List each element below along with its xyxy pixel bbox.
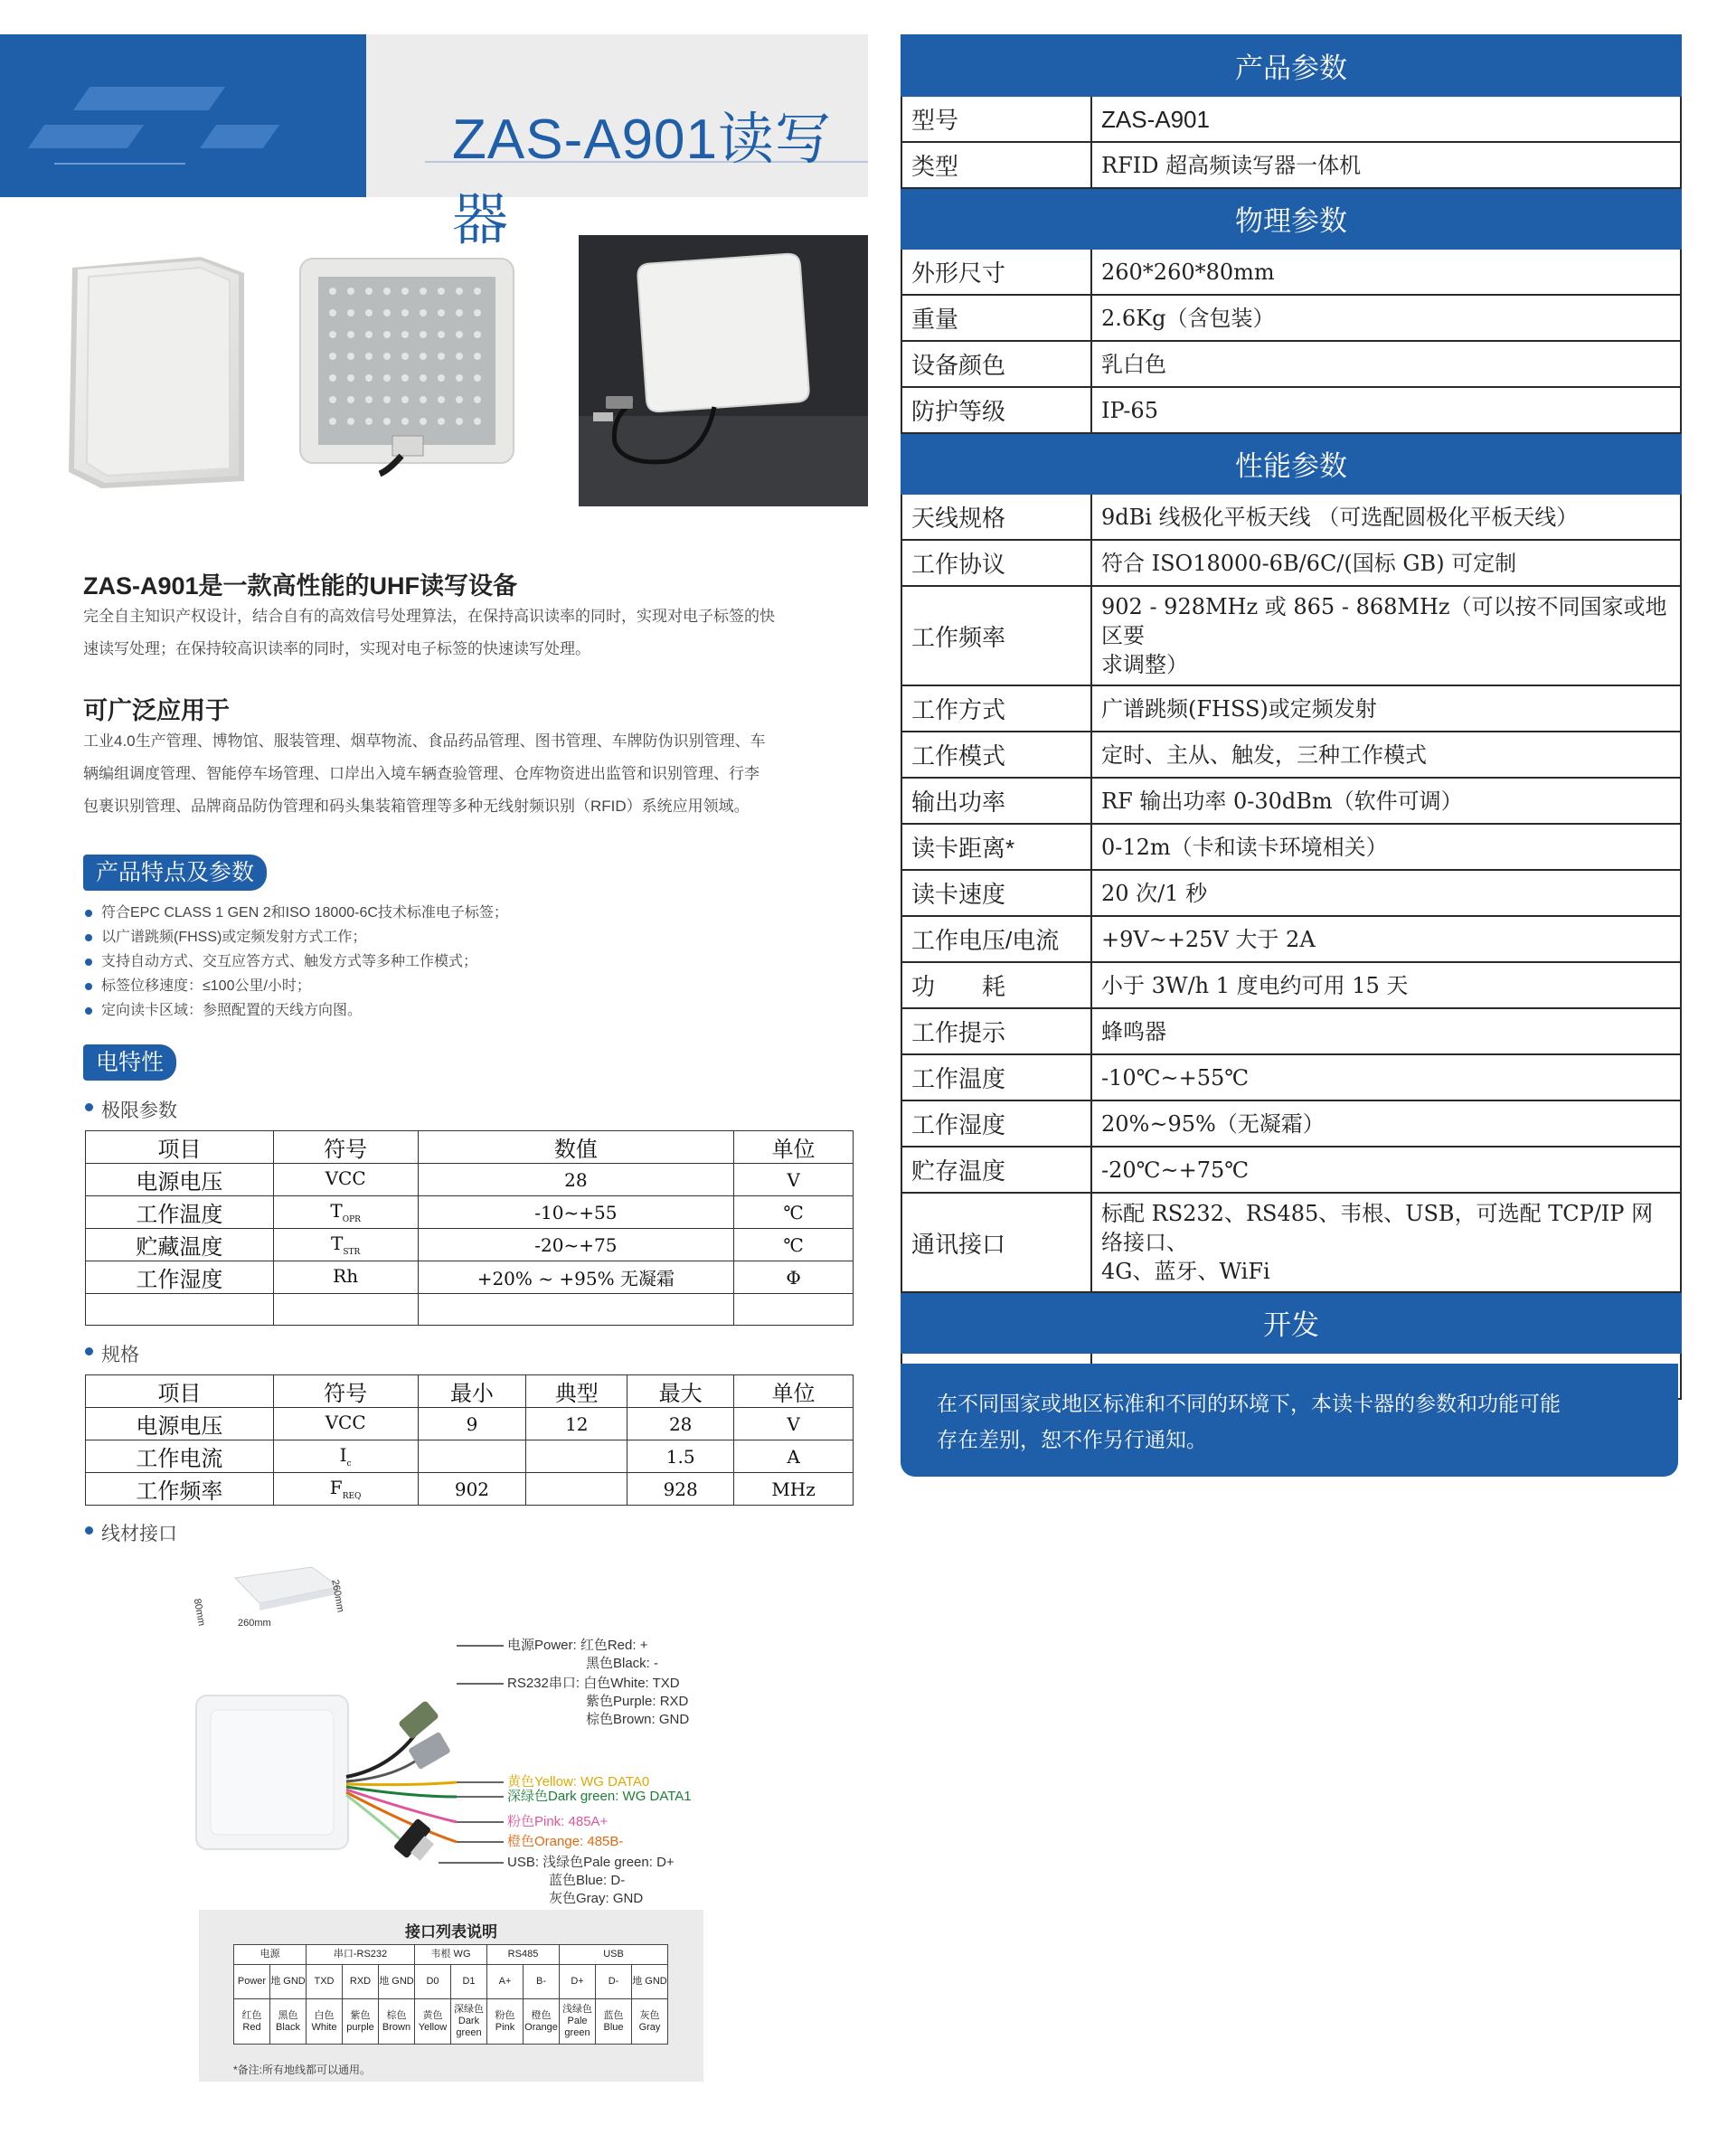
spec-key: 天线规格 [901, 494, 1091, 540]
color-cell [560, 1999, 596, 2045]
spec-value: 0-12m（卡和读卡环境相关） [1091, 824, 1681, 870]
spec-key: 重量 [901, 295, 1091, 341]
feature-item: 符合EPC CLASS 1 GEN 2和ISO 18000-6C技术标准电子标签； [83, 901, 508, 925]
symbol-sub: OPR [342, 1215, 361, 1224]
product-photo-front [65, 255, 244, 490]
spec-row [901, 96, 1681, 142]
signal-cell: 地 GND [270, 1965, 307, 1999]
table-cell: V [734, 1164, 854, 1196]
rs232-label-2: 紫色Purple: RXD [586, 1694, 689, 1709]
spec-row [901, 341, 1681, 387]
table-cell: 12 [526, 1408, 627, 1440]
table-header: 单位 [734, 1131, 854, 1164]
spec-row [901, 916, 1681, 962]
section-title: 物理参数 [901, 188, 1681, 249]
table-row [86, 1196, 854, 1229]
table-cell [273, 1473, 418, 1506]
table-cell: 电源电压 [86, 1408, 274, 1440]
table-row [86, 1294, 854, 1326]
table-cell: 9 [418, 1408, 526, 1440]
color-cell [343, 1999, 379, 2045]
symbol: VCC [325, 1412, 366, 1433]
spec-table-right [901, 34, 1682, 1400]
table-row [86, 1408, 854, 1440]
yellow-wire-label: 黄色Yellow: WG DATA0 [507, 1774, 650, 1790]
color-cell [596, 1999, 632, 2045]
spec-value: 符合 ISO18000-6B/6C/(国标 GB) 可定制 [1091, 540, 1681, 586]
section-title: 产品参数 [901, 35, 1681, 96]
banner-blue-block [0, 34, 366, 197]
spec-row [901, 295, 1681, 341]
spec-value-line: 4G、蓝牙、WiFi [1101, 1259, 1270, 1284]
feature-item: 以广谱跳频(FHSS)或定频发射方式工作； [83, 925, 508, 949]
spec-value: +9V~+25V 大于 2A [1091, 916, 1681, 962]
color-cn: 粉色 [495, 2009, 515, 2021]
spec-key: 输出功率 [901, 778, 1091, 824]
color-cell [234, 1999, 270, 2045]
spec-label: 规格 [85, 1340, 139, 1367]
table-cell: 28 [627, 1408, 734, 1440]
pink-wire-label: 粉色Pink: 485A+ [507, 1814, 609, 1829]
spec-row [901, 1008, 1681, 1054]
dimension-depth: 80mm [191, 1597, 207, 1628]
rs232-label-3: 棕色Brown: GND [586, 1712, 690, 1727]
spec-key: 工作电压/电流 [901, 916, 1091, 962]
table-header: 典型 [526, 1375, 627, 1408]
interface-table [233, 1944, 668, 2045]
intro-paragraph [83, 600, 879, 666]
spec-key: 工作频率 [901, 586, 1091, 685]
spec-key: 读卡距离* [901, 824, 1091, 870]
table-header-row [86, 1131, 854, 1164]
color-en: Orange [524, 2021, 558, 2033]
color-en: Gray [638, 2021, 661, 2033]
wiring-diagram [185, 1560, 719, 1872]
table-cell: 902 [418, 1473, 526, 1506]
spec-value-line: 标配 RS232、RS485、韦根、USB，可选配 TCP/IP 网络接口、 [1101, 1201, 1654, 1255]
features-pill: 产品特点及参数 [83, 855, 267, 891]
color-en: Dark green [456, 2016, 482, 2038]
spec-value: 广谱跳频(FHSS)或定频发射 [1091, 685, 1681, 732]
color-cell [307, 1999, 343, 2045]
color-cn: 黄色 [422, 2009, 443, 2021]
spec-key: 工作模式 [901, 732, 1091, 778]
symbol-sub: STR [343, 1248, 361, 1257]
spec-value: IP-65 [1091, 387, 1681, 433]
usb-label-3: 灰色Gray: GND [549, 1891, 644, 1906]
color-en: Pink [495, 2021, 515, 2033]
spec-value: 260*260*80mm [1091, 249, 1681, 295]
table-cell [86, 1294, 274, 1326]
section-product [901, 35, 1681, 96]
signal-cell: 地 GND [632, 1965, 668, 1999]
color-en: Red [242, 2021, 261, 2033]
table-cell [273, 1440, 418, 1473]
spec-value: 2.6Kg（含包装） [1091, 295, 1681, 341]
color-en: Yellow [418, 2021, 448, 2033]
signal-cell: RXD [343, 1965, 379, 1999]
symbol: T [330, 1200, 343, 1222]
color-cell [451, 1999, 487, 2045]
applications-line: 包裹识别管理、品牌商品防伪管理和码头集装箱管理等多种无线射频识别（RFID）系统应用领域。 [83, 798, 750, 815]
electrical-pill: 电特性 [83, 1044, 176, 1081]
color-cn: 深绿色 [454, 2004, 484, 2015]
table-cell: -10~+55 [418, 1196, 734, 1229]
table-cell [526, 1473, 627, 1506]
group-cell: 电源 [234, 1945, 307, 1965]
spec-key: 工作协议 [901, 540, 1091, 586]
table-row [86, 1261, 854, 1294]
table-cell: 工作频率 [86, 1473, 274, 1506]
power-label: 电源Power: 红色Red: + [507, 1638, 648, 1653]
spec-value: -10℃~+55℃ [1091, 1054, 1681, 1100]
color-cn: 黑色 [278, 2009, 298, 2021]
spec-row [901, 249, 1681, 295]
color-cell [632, 1999, 668, 2045]
spec-table [85, 1374, 854, 1506]
interface-panel [199, 1910, 703, 2082]
color-cell [487, 1999, 524, 2045]
notice-box [901, 1364, 1678, 1477]
applications-paragraph [83, 725, 879, 823]
interface-title: 接口列表说明 [405, 1923, 497, 1941]
color-cn: 蓝色 [603, 2009, 624, 2021]
header-banner [0, 34, 868, 251]
color-cn: 紫色 [350, 2009, 371, 2021]
usb-label-2: 蓝色Blue: D- [549, 1873, 626, 1888]
table-cell: A [734, 1440, 854, 1473]
spec-row [901, 685, 1681, 732]
symbol: I [339, 1444, 347, 1466]
limits-table [85, 1130, 854, 1326]
spec-key: 通讯接口 [901, 1193, 1091, 1292]
table-cell: V [734, 1408, 854, 1440]
table-header: 项目 [86, 1131, 274, 1164]
spec-value: 乳白色 [1091, 341, 1681, 387]
table-cell: +20% ~ +95% 无凝霜 [418, 1261, 734, 1294]
spec-value-line: 902 - 928MHz 或 865 - 868MHz（可以按不同国家或地区要 [1101, 594, 1667, 648]
spec-row [901, 962, 1681, 1008]
spec-key: 类型 [901, 142, 1091, 188]
spec-row [901, 824, 1681, 870]
table-cell [418, 1440, 526, 1473]
color-row [234, 1999, 668, 2045]
section-physical [901, 188, 1681, 249]
color-cell [524, 1999, 560, 2045]
spec-key: 设备颜色 [901, 341, 1091, 387]
table-row [86, 1473, 854, 1506]
color-cell [270, 1999, 307, 2045]
color-cn: 灰色 [639, 2009, 660, 2021]
spec-row [901, 1193, 1681, 1292]
table-cell: 工作温度 [86, 1196, 274, 1229]
spec-value: RF 输出功率 0-30dBm（软件可调） [1091, 778, 1681, 824]
table-header: 最小 [418, 1375, 526, 1408]
signal-cell: A+ [487, 1965, 524, 1999]
color-en: White [311, 2021, 337, 2033]
applications-line: 辆编组调度管理、智能停车场管理、口岸出入境车辆查验管理、仓库物资进出监管和识别管理、行李 [83, 765, 760, 782]
group-cell: 韦根 WG [415, 1945, 487, 1965]
intro-heading: ZAS-A901是一款高性能的UHF读写设备 [83, 572, 518, 600]
table-cell [734, 1294, 854, 1326]
table-header: 项目 [86, 1375, 274, 1408]
table-cell: 工作电流 [86, 1440, 274, 1473]
usb-label: USB: 浅绿色Pale green: D+ [507, 1855, 675, 1870]
symbol-sub: REQ [342, 1492, 362, 1501]
spec-value [1091, 1193, 1681, 1292]
table-cell [273, 1261, 418, 1294]
table-cell: Φ [734, 1261, 854, 1294]
table-header: 符号 [273, 1131, 418, 1164]
spec-value: -20℃~+75℃ [1091, 1147, 1681, 1193]
page-title: ZAS-A901读写器 [452, 109, 833, 251]
color-en: Brown [382, 2021, 411, 2033]
group-cell: 串口-RS232 [307, 1945, 415, 1965]
signal-cell: TXD [307, 1965, 343, 1999]
spec-key: 功 耗 [901, 962, 1091, 1008]
power-label-2: 黑色Black: - [586, 1656, 659, 1671]
notice-line: 在不同国家或地区标准和不同的环境下，本读卡器的参数和功能可能 [937, 1392, 1561, 1415]
symbol: F [329, 1477, 343, 1498]
spec-row [901, 1147, 1681, 1193]
signal-cell: D0 [415, 1965, 451, 1999]
signal-cell: D+ [560, 1965, 596, 1999]
section-performance [901, 433, 1681, 494]
spec-key: 工作提示 [901, 1008, 1091, 1054]
spec-row [901, 1054, 1681, 1100]
table-header-row [86, 1375, 854, 1408]
spec-value: RFID 超高频读写器一体机 [1091, 142, 1681, 188]
spec-row [901, 732, 1681, 778]
signal-cell: Power [234, 1965, 270, 1999]
symbol: VCC [325, 1167, 366, 1189]
table-cell [273, 1294, 418, 1326]
table-cell [418, 1294, 734, 1326]
table-cell: 1.5 [627, 1440, 734, 1473]
spec-value: 20%~95%（无凝霜） [1091, 1100, 1681, 1147]
spec-key: 工作温度 [901, 1054, 1091, 1100]
spec-key: 外形尺寸 [901, 249, 1091, 295]
signal-row [234, 1965, 668, 1999]
intro-line: 完全自主知识产权设计，结合自有的高效信号处理算法，在保持高识读率的同时，实现对电子标签的快 [83, 608, 775, 625]
dimension-width: 260mm [238, 1618, 271, 1629]
spec-value: 9dBi 线极化平板天线 （可选配圆极化平板天线） [1091, 494, 1681, 540]
signal-cell: 地 GND [379, 1965, 415, 1999]
applications-line: 工业4.0生产管理、博物馆、服装管理、烟草物流、食品药品管理、图书管理、车牌防伪识别管理、车 [83, 732, 766, 750]
table-cell: ℃ [734, 1196, 854, 1229]
rs232-label: RS232串口: 白色White: TXD [507, 1676, 680, 1691]
color-en: Pale green [564, 2016, 590, 2038]
section-title: 开发 [901, 1292, 1681, 1353]
table-cell [273, 1196, 418, 1229]
section-development [901, 1292, 1681, 1353]
color-cn: 棕色 [386, 2009, 407, 2021]
interface-note: *备注:所有地线都可以通用。 [233, 2064, 372, 2076]
banner-line [54, 163, 185, 165]
group-cell: RS485 [487, 1945, 560, 1965]
table-cell [273, 1164, 418, 1196]
color-cell [415, 1999, 451, 2045]
symbol: T [330, 1233, 344, 1254]
table-cell: MHz [734, 1473, 854, 1506]
table-header: 最大 [627, 1375, 734, 1408]
features-list [83, 901, 508, 1023]
table-row [86, 1164, 854, 1196]
table-cell [526, 1440, 627, 1473]
dimension-height: 260mm [329, 1578, 346, 1614]
spec-row [901, 1100, 1681, 1147]
product-photo-with-cable [579, 235, 868, 506]
table-cell: 贮藏温度 [86, 1229, 274, 1261]
feature-item: 支持自动方式、交互应答方式、触发方式等多种工作模式； [83, 949, 508, 974]
intro-line: 速读写处理；在保持较高识读率的同时，实现对电子标签的快速读写处理。 [83, 640, 590, 657]
spec-key: 防护等级 [901, 387, 1091, 433]
spec-key: 读卡速度 [901, 870, 1091, 916]
table-cell: 工作湿度 [86, 1261, 274, 1294]
table-header: 单位 [734, 1375, 854, 1408]
orange-wire-label: 橙色Orange: 485B- [507, 1834, 624, 1849]
table-header: 数值 [418, 1131, 734, 1164]
table-cell: 电源电压 [86, 1164, 274, 1196]
product-photo-back [298, 257, 515, 474]
spec-row [901, 494, 1681, 540]
section-title: 性能参数 [901, 433, 1681, 494]
spec-row [901, 870, 1681, 916]
spec-key: 工作湿度 [901, 1100, 1091, 1147]
applications-heading: 可广泛应用于 [83, 697, 230, 724]
green-wire-label: 深绿色Dark green: WG DATA1 [507, 1789, 692, 1804]
color-cn: 红色 [241, 2009, 262, 2021]
group-row [234, 1945, 668, 1965]
color-en: purple [346, 2021, 374, 2033]
color-cn: 浅绿色 [562, 2004, 592, 2015]
signal-cell: B- [524, 1965, 560, 1999]
cable-label: 线材接口 [85, 1519, 177, 1546]
banner-stripe [28, 125, 144, 148]
color-en: Black [276, 2021, 300, 2033]
spec-value [1091, 586, 1681, 685]
spec-value: 蜂鸣器 [1091, 1008, 1681, 1054]
spec-value: 20 次/1 秒 [1091, 870, 1681, 916]
spec-value-line: 求调整） [1101, 652, 1188, 677]
symbol-sub: c [346, 1459, 352, 1469]
color-en: Blue [603, 2021, 624, 2033]
spec-row [901, 778, 1681, 824]
symbol: Rh [333, 1265, 359, 1287]
notice-line: 存在差别，恕不作另行通知。 [937, 1428, 1207, 1451]
table-cell: 928 [627, 1473, 734, 1506]
table-cell: 28 [418, 1164, 734, 1196]
signal-cell: D1 [451, 1965, 487, 1999]
spec-key: 工作方式 [901, 685, 1091, 732]
feature-item: 定向读卡区域：参照配置的天线方向图。 [83, 998, 508, 1023]
signal-cell: D- [596, 1965, 632, 1999]
spec-row [901, 586, 1681, 685]
spec-value: ZAS-A901 [1091, 96, 1681, 142]
group-cell: USB [560, 1945, 668, 1965]
table-cell [273, 1229, 418, 1261]
table-row [86, 1229, 854, 1261]
spec-value: 小于 3W/h 1 度电约可用 15 天 [1091, 962, 1681, 1008]
color-cn: 白色 [314, 2009, 335, 2021]
table-header: 符号 [273, 1375, 418, 1408]
spec-key: 型号 [901, 96, 1091, 142]
spec-row [901, 387, 1681, 433]
spec-row [901, 142, 1681, 188]
color-cell [379, 1999, 415, 2045]
table-cell [273, 1408, 418, 1440]
banner-stripe [73, 87, 225, 110]
table-cell: -20~+75 [418, 1229, 734, 1261]
limits-label: 极限参数 [85, 1096, 177, 1123]
color-cn: 橙色 [531, 2009, 552, 2021]
table-cell: ℃ [734, 1229, 854, 1261]
spec-row [901, 540, 1681, 586]
feature-item: 标签位移速度：≤100公里/小时； [83, 974, 508, 998]
spec-key: 贮存温度 [901, 1147, 1091, 1193]
table-row [86, 1440, 854, 1473]
spec-value: 定时、主从、触发，三种工作模式 [1091, 732, 1681, 778]
